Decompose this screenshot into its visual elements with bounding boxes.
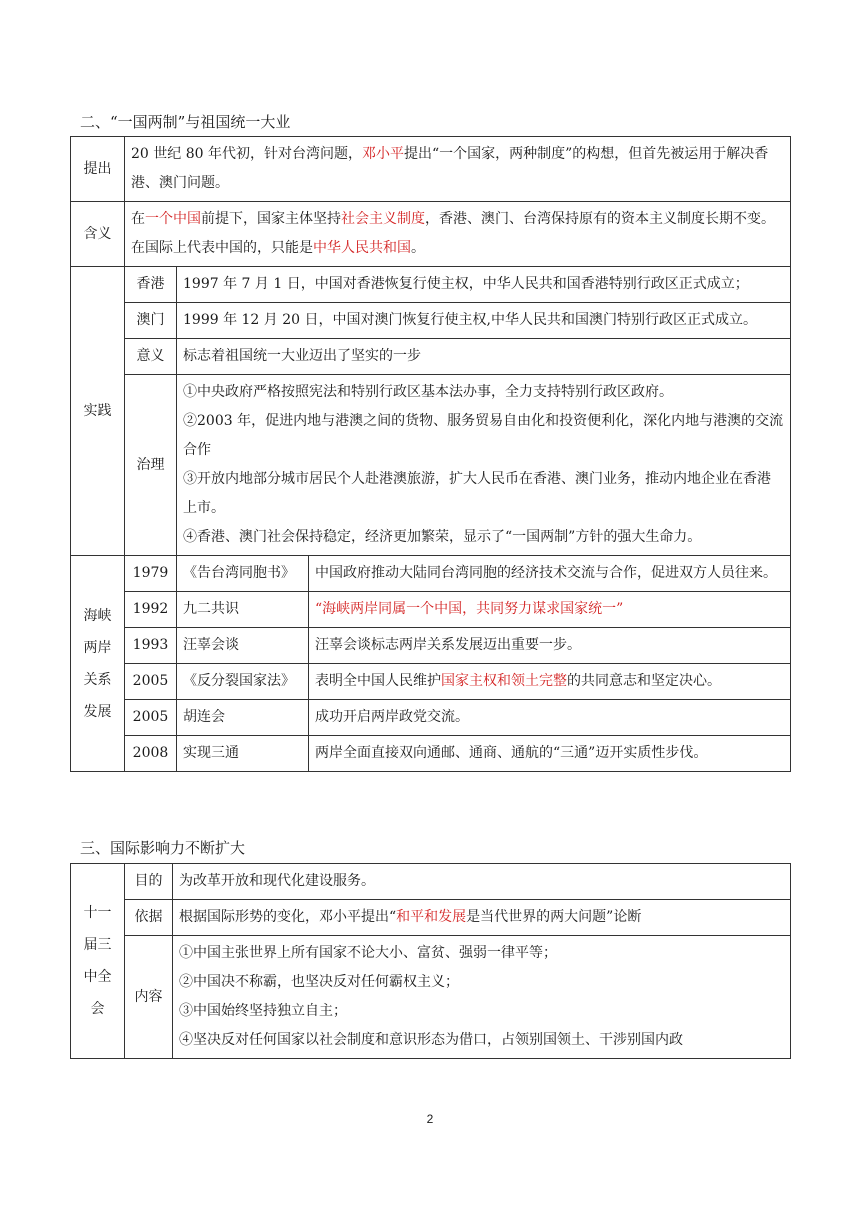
text-hanyi <box>125 202 791 267</box>
row-mudi <box>71 864 791 900</box>
event-cell: 实现三通 <box>177 736 309 772</box>
year-cell: 2005 <box>125 664 177 700</box>
list-item: ②2003 年，促进内地与港澳之间的货物、服务贸易自由化和投资便利化，深化内地与港澳的交流合作 <box>183 413 784 458</box>
text-segment: ，香港、澳门、台湾保持原有的资本主义制度长期不变。在国际上代表中国的，只能是 <box>131 211 775 256</box>
text-segment: 是当代世界的两大问题”论断 <box>466 909 642 925</box>
label-xianggang: 香港 <box>125 267 177 303</box>
highlight-sovereignty: 国家主权和领土完整 <box>441 673 567 689</box>
row-xianggang <box>71 267 791 303</box>
label-zhili: 治理 <box>125 375 177 556</box>
row-neirong <box>71 936 791 1059</box>
row-tichu <box>71 137 791 202</box>
label-aomen: 澳门 <box>125 303 177 339</box>
year-cell: 2005 <box>125 700 177 736</box>
label-neirong: 内容 <box>125 936 173 1059</box>
text-segment: 。 <box>411 240 425 256</box>
text-segment: 20 世纪 80 年代初，针对台湾问题， <box>131 146 362 162</box>
desc-cell <box>309 664 791 700</box>
label-yiju: 依据 <box>125 900 173 936</box>
year-cell: 1993 <box>125 628 177 664</box>
row-yiyi <box>71 339 791 375</box>
desc-cell: 汪辜会谈标志两岸关系发展迈出重要一步。 <box>309 628 791 664</box>
list-item: ①中国主张世界上所有国家不论大小、富贫、强弱一律平等； <box>179 945 557 961</box>
label-yiyi: 意义 <box>125 339 177 375</box>
text-tichu <box>125 137 791 202</box>
row-zhili <box>71 375 791 556</box>
desc-cell: “海峡两岸同属一个中国，共同努力谋求国家统一” <box>309 592 791 628</box>
text-aomen: 1999 年 12 月 20 日，中国对澳门恢复行使主权,中华人民共和国澳门特别行政区正式成立。 <box>177 303 791 339</box>
text-zhili <box>177 375 791 556</box>
text-segment: 表明全中国人民维护 <box>315 673 441 689</box>
list-item: ①中央政府严格按照宪法和特别行政区基本法办事，全力支持特别行政区政府。 <box>183 384 673 400</box>
highlight-prc: 中华人民共和国 <box>313 240 411 256</box>
event-cell: 汪辜会谈 <box>177 628 309 664</box>
highlight-peace-development: 和平和发展 <box>396 909 467 925</box>
text-yiju <box>173 900 791 936</box>
row-hanyi <box>71 202 791 267</box>
table-row <box>71 664 791 700</box>
text-segment: 提出“一个国家，两种制度”的构想，但首先被运用于解决香港、澳门问题。 <box>131 146 769 191</box>
text-yiyi: 标志着祖国统一大业迈出了坚实的一步 <box>177 339 791 375</box>
highlight-deng: 邓小平 <box>361 146 404 162</box>
highlight-one-china: 一个中国 <box>145 211 201 227</box>
text-xianggang: 1997 年 7 月 1 日，中国对香港恢复行使主权，中华人民共和国香港特别行政区正式成立； <box>177 267 791 303</box>
label-shijian: 实践 <box>71 267 125 556</box>
table-row <box>71 592 791 628</box>
desc-cell: 成功开启两岸政党交流。 <box>309 700 791 736</box>
one-country-two-systems-table <box>70 136 791 772</box>
text-segment: 前提下，国家主体坚持 <box>201 211 341 227</box>
text-mudi: 为改革开放和现代化建设服务。 <box>173 864 791 900</box>
list-item: ④坚决反对任何国家以社会制度和意识形态为借口，占领别国领土、干涉别国内政 <box>179 1032 683 1048</box>
event-cell: 《反分裂国家法》 <box>177 664 309 700</box>
text-segment: 在 <box>131 211 145 227</box>
table-row <box>71 700 791 736</box>
desc-cell: 两岸全面直接双向通邮、通商、通航的“三通”迈开实质性步伐。 <box>309 736 791 772</box>
year-cell: 1992 <box>125 592 177 628</box>
table-row <box>71 556 791 592</box>
list-item: ④香港、澳门社会保持稳定，经济更加繁荣，显示了“一国两制”方针的强大生命力。 <box>183 529 702 545</box>
event-cell: 《告台湾同胞书》 <box>177 556 309 592</box>
label-haixia: 海峡两岸关系发展 <box>71 556 125 772</box>
event-cell: 胡连会 <box>177 700 309 736</box>
section-heading-three: 三、国际影响力不断扩大 <box>80 839 246 857</box>
list-item: ③开放内地部分城市居民个人赴港澳旅游，扩大人民币在香港、澳门业务，推动内地企业在香港上市。 <box>183 471 771 516</box>
year-cell: 2008 <box>125 736 177 772</box>
event-cell: 九二共识 <box>177 592 309 628</box>
highlight-socialism: 社会主义制度 <box>341 211 425 227</box>
label-third-plenum: 十一届三中全会 <box>71 864 125 1059</box>
year-cell: 1979 <box>125 556 177 592</box>
international-influence-table <box>70 863 791 1059</box>
row-yiju <box>71 900 791 936</box>
list-item: ②中国决不称霸，也坚决反对任何霸权主义； <box>179 974 459 990</box>
desc-cell: 中国政府推动大陆同台湾同胞的经济技术交流与合作，促进双方人员往来。 <box>309 556 791 592</box>
row-aomen <box>71 303 791 339</box>
page-number: 2 <box>426 1112 434 1126</box>
table-row <box>71 628 791 664</box>
label-mudi: 目的 <box>125 864 173 900</box>
label-tichu: 提出 <box>71 137 125 202</box>
list-item: ③中国始终坚持独立自主； <box>179 1003 347 1019</box>
text-neirong <box>173 936 791 1059</box>
text-segment: 的共同意志和坚定决心。 <box>567 673 721 689</box>
label-hanyi: 含义 <box>71 202 125 267</box>
text-segment: 根据国际形势的变化，邓小平提出“ <box>179 909 397 925</box>
table-row <box>71 736 791 772</box>
section-heading-two: 二、“一国两制”与祖国统一大业 <box>80 113 291 131</box>
